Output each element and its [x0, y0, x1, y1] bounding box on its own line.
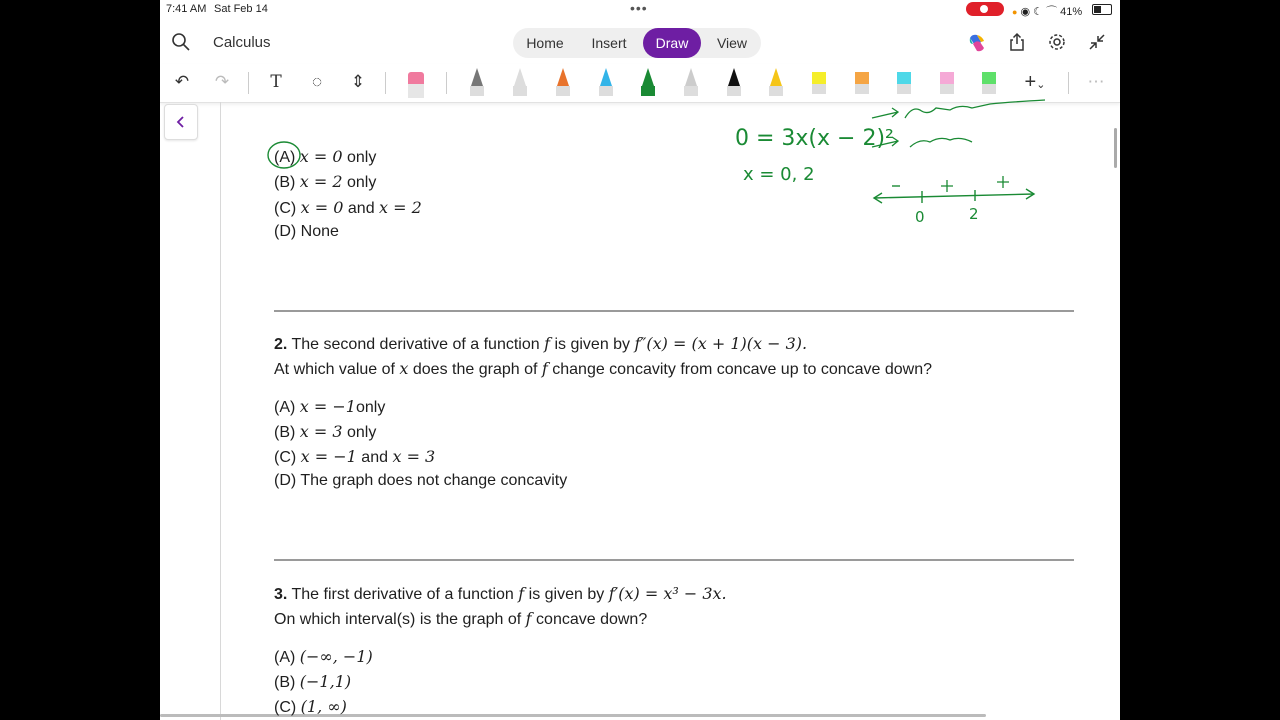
- q3-choice-b[interactable]: (B) (−1,1): [274, 672, 352, 691]
- label-two: 2: [969, 205, 979, 223]
- q2-choice-d[interactable]: (D) The graph does not change concavity: [274, 472, 568, 489]
- notebook-title: Calculus: [213, 34, 271, 51]
- status-time: 7:41 AM: [166, 3, 207, 15]
- q2-choice-a[interactable]: (A) x = −1only: [274, 397, 386, 416]
- answer-circle: [268, 142, 300, 168]
- q2-question: At which value of x does the graph of f change concavity from concave up to concave down?: [274, 359, 933, 378]
- notes-app-screen: [160, 0, 1120, 720]
- q2-choice-c[interactable]: (C) x = −1 and x = 3: [274, 447, 436, 466]
- q3-question: On which interval(s) is the graph of f concave down?: [274, 609, 648, 628]
- q3-choice-c[interactable]: (C) (1, ∞): [274, 697, 347, 716]
- handwritten-equation: 0 = 3x(x − 2)²: [735, 126, 894, 151]
- q1-choice-b[interactable]: (B) x = 2 only: [274, 172, 377, 191]
- lasso-select-icon[interactable]: ◌: [311, 72, 323, 91]
- tab-draw[interactable]: Draw: [643, 28, 701, 58]
- handwritten-scribble: [905, 100, 1045, 118]
- battery-percent: 41%: [1060, 6, 1083, 18]
- add-pen-button[interactable]: +⌄: [1024, 71, 1046, 93]
- plus-sign: [997, 176, 1009, 188]
- type-text-icon[interactable]: T: [270, 72, 282, 92]
- tab-view[interactable]: View: [716, 35, 748, 51]
- undo-icon[interactable]: ↶: [174, 72, 190, 91]
- label-zero: 0: [915, 208, 925, 226]
- tab-home[interactable]: Home: [526, 35, 564, 51]
- q1-choice-a[interactable]: (A) x = 0 only: [274, 147, 377, 166]
- handwritten-arrow: [872, 108, 898, 118]
- q1-choice-c[interactable]: (C) x = 0 and x = 2: [274, 198, 422, 217]
- system-icons: ● ◉ ☾ ⌒ 41%: [1012, 6, 1083, 18]
- q3-prompt: 3. The first derivative of a function f is given by f′(x) = x³ − 3x.: [274, 584, 727, 603]
- sign-chart-line: [874, 194, 1034, 198]
- add-space-icon[interactable]: ⇕: [350, 72, 366, 91]
- q2-choice-b[interactable]: (B) x = 3 only: [274, 422, 377, 441]
- redo-icon[interactable]: ↷: [214, 72, 230, 91]
- multitasking-dots-icon[interactable]: •••: [630, 0, 648, 16]
- status-date: Sat Feb 14: [214, 3, 268, 15]
- chevron-down-icon: ⌄: [1036, 79, 1046, 91]
- tab-insert[interactable]: Insert: [591, 35, 627, 51]
- q1-choice-d[interactable]: (D) None: [274, 223, 339, 240]
- handwritten-scribble: [910, 138, 972, 147]
- q3-choice-a[interactable]: (A) (−∞, −1): [274, 647, 373, 666]
- handwriting-ink: [160, 0, 1120, 720]
- handwritten-solution: x = 0, 2: [743, 164, 815, 185]
- plus-sign: [941, 180, 953, 192]
- more-options-icon[interactable]: ⋯: [1087, 72, 1105, 91]
- q2-prompt: 2. The second derivative of a function f is given by f″(x) = (x + 1)(x − 3).: [274, 334, 808, 353]
